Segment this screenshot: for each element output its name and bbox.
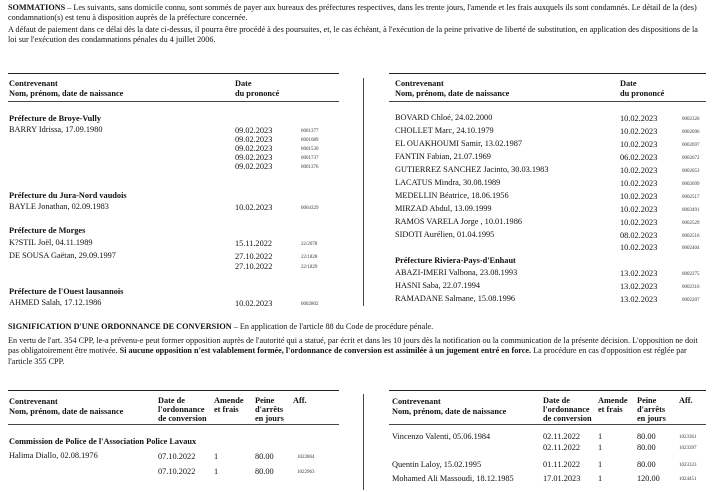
prefecture-title: Préfecture de Morges bbox=[9, 226, 86, 235]
case-ref: 0001530 bbox=[301, 147, 319, 152]
case-ref: 1023323 bbox=[679, 463, 697, 468]
divider bbox=[389, 101, 706, 102]
case-ref: 0002697 bbox=[682, 143, 700, 148]
contrevenant-name: MIRZAD Abdul, 13.09.1999 bbox=[395, 204, 492, 213]
date-prononce: 09.02.2023 bbox=[235, 126, 273, 135]
contrevenant-name: Mohamed Ali Massoudi, 18.12.1985 bbox=[392, 474, 514, 483]
date-prononce: 10.02.2023 bbox=[620, 243, 658, 252]
date-prononce: 10.02.2023 bbox=[620, 140, 658, 149]
date-prononce: 15.11.2022 bbox=[235, 239, 273, 248]
col-header-date-ordonnance: Date de bbox=[158, 396, 185, 405]
contrevenant-name: GUTIERREZ SANCHEZ Jacinto, 30.03.1983 bbox=[395, 165, 549, 174]
signification-bold-text: Si aucune opposition n'est valablement formée, l'ordonnance de conversion est assimilée à un jugement entré en force. bbox=[119, 346, 532, 356]
amende-value: 1 bbox=[598, 432, 603, 441]
signification-paragraph bbox=[8, 336, 706, 367]
date-prononce: 09.02.2023 bbox=[235, 162, 273, 171]
col-header-amende: Amende bbox=[214, 396, 244, 405]
contrevenant-name: RAMOS VARELA Jorge , 10.01.1986 bbox=[395, 217, 523, 226]
case-ref: 1024451 bbox=[679, 477, 697, 482]
amende-value: 1 bbox=[214, 467, 219, 476]
case-ref: 0002275 bbox=[682, 272, 700, 277]
case-ref: 0001376 bbox=[301, 165, 319, 170]
peine-value: 120.00 bbox=[637, 474, 660, 483]
date-prononce: 10.02.2023 bbox=[235, 299, 273, 308]
prefecture-title: Préfecture du Jura-Nord vaudois bbox=[9, 191, 127, 200]
date-prononce: 13.02.2023 bbox=[620, 282, 658, 291]
case-ref: 0002529 bbox=[682, 221, 700, 226]
contrevenant-name: FANTIN Fabian, 21.07.1969 bbox=[395, 152, 491, 161]
col-header-date-ordonnance: de conversion bbox=[158, 414, 207, 423]
col-header-date-ordonnance: l'ordonnance bbox=[158, 405, 205, 414]
sommations-paragraph bbox=[8, 3, 706, 24]
signification-heading-line bbox=[8, 322, 706, 332]
signification-intro: – En application de l'article 88 du Code de procédure pénale. bbox=[231, 322, 434, 331]
col-header-contrevenant: Contrevenant bbox=[392, 397, 441, 406]
case-ref: 0001689 bbox=[301, 138, 319, 143]
case-ref: 0002802 bbox=[301, 302, 319, 307]
divider bbox=[8, 73, 339, 74]
date-prononce: 09.02.2023 bbox=[235, 144, 273, 153]
contrevenant-name: Quentin Laloy, 15.02.1995 bbox=[392, 460, 482, 469]
case-ref: 22/1828 bbox=[301, 255, 318, 260]
contrevenant-name: Halima Diallo, 02.08.1976 bbox=[9, 451, 98, 460]
date-prononce: 10.02.2023 bbox=[620, 166, 658, 175]
case-ref: 1023397 bbox=[679, 446, 697, 451]
contrevenant-name: Vincenzo Valenti, 05.06.1984 bbox=[392, 432, 491, 441]
date-ordonnance: 02.11.2022 bbox=[543, 443, 581, 452]
contrevenant-name: BARRY Idrissa, 17.09.1980 bbox=[9, 125, 103, 134]
contrevenant-name: CHOLLET Marc, 24.10.1979 bbox=[395, 126, 494, 135]
amende-value: 1 bbox=[214, 452, 219, 461]
date-ordonnance: 07.10.2022 bbox=[158, 467, 196, 476]
case-ref: 0002326 bbox=[682, 117, 700, 122]
case-ref: 0002672 bbox=[682, 156, 700, 161]
contrevenant-name: LACATUS Mindra, 30.08.1989 bbox=[395, 178, 501, 187]
date-ordonnance: 17.01.2023 bbox=[543, 474, 581, 483]
col-header-contrevenant: Contrevenant bbox=[395, 79, 444, 88]
contrevenant-name: RAMADANE Salmane, 15.08.1996 bbox=[395, 294, 516, 303]
col-header-aff: Aff. bbox=[679, 396, 693, 405]
sommations-paragraph-2: A défaut de paiement dans ce délai dès la date ci-dessus, il pourra être procédé à des poursuites, et, le cas échéant, à l'exécution de la peine privative de liberté de substitution, en application des dispositions de la loi sur l'exécution des condamnations pénales du 4 juillet 2006. bbox=[8, 25, 698, 45]
date-prononce: 10.02.2023 bbox=[235, 203, 273, 212]
amende-value: 1 bbox=[598, 443, 603, 452]
date-prononce: 27.10.2022 bbox=[235, 252, 273, 261]
date-prononce: 10.02.2023 bbox=[620, 114, 658, 123]
col-header-aff: Aff. bbox=[293, 396, 307, 405]
date-prononce: 09.02.2023 bbox=[235, 153, 273, 162]
case-ref: 0002516 bbox=[682, 234, 700, 239]
peine-value: 80.00 bbox=[637, 443, 656, 452]
signification-text-end: La procédure en cas d'opposition est réglée par l'article 355 CPP. bbox=[8, 346, 687, 366]
col-header-date-ordonnance: l'ordonnance bbox=[543, 405, 590, 414]
date-prononce: 09.02.2023 bbox=[235, 135, 273, 144]
case-ref: 1023361 bbox=[679, 435, 697, 440]
sommations-text: – Les suivants, sans domicile connu, sont sommés de payer aux bureaux des préfectures respectives, dans les trente jours, l'amende et les frais auxquels ils sont condamnés. Le détail de la (des) condamnation(s) est tenu à disposition auprès de la préfecture concernée. bbox=[8, 3, 697, 23]
amende-value: 1 bbox=[598, 460, 603, 469]
contrevenant-name: BAYLE Jonathan, 02.09.1983 bbox=[9, 202, 109, 211]
date-prononce: 13.02.2023 bbox=[620, 269, 658, 278]
prefecture-title: Préfecture de Broye-Vully bbox=[9, 114, 102, 123]
case-ref: 0004329 bbox=[301, 206, 319, 211]
case-ref: 0003491 bbox=[682, 208, 700, 213]
date-prononce: 10.02.2023 bbox=[620, 192, 658, 201]
divider bbox=[8, 390, 339, 391]
date-prononce: 10.02.2023 bbox=[620, 127, 658, 136]
peine-value: 80.00 bbox=[637, 432, 656, 441]
case-ref: 0001377 bbox=[301, 129, 319, 134]
peine-value: 80.00 bbox=[637, 460, 656, 469]
col-header-amende: et frais bbox=[214, 405, 239, 414]
sommations-heading: SOMMATIONS bbox=[8, 3, 66, 12]
peine-value: 80.00 bbox=[255, 452, 274, 461]
col-header-contrevenant: Contrevenant bbox=[9, 79, 58, 88]
signification-heading: SIGNIFICATION D'UNE ORDONNANCE DE CONVERSION bbox=[8, 322, 232, 331]
column-divider bbox=[363, 394, 364, 490]
peine-value: 80.00 bbox=[255, 467, 274, 476]
col-header-date: Date bbox=[620, 79, 637, 88]
contrevenant-name: MEDELLIN Béatrice, 18.06.1956 bbox=[395, 191, 509, 200]
date-prononce: 10.02.2023 bbox=[620, 179, 658, 188]
col-header-date-ordonnance: de conversion bbox=[543, 414, 592, 423]
contrevenant-name: EL OUAKHOUMI Samir, 13.02.1987 bbox=[395, 139, 523, 148]
date-prononce: 08.02.2023 bbox=[620, 231, 658, 240]
case-ref: 22/2078 bbox=[301, 242, 318, 247]
signification-text: En vertu de l'art. 354 CPP, le-a prévenu-e peut former opposition auprès de l'autorité qui a statué, par écrit et dans les 10 jours dès la notification ou la communication de la présente décision. L'opposition ne doit pas obligatoirement être motivée. bbox=[8, 336, 698, 356]
col-header-date-ordonnance: Date de bbox=[543, 396, 570, 405]
contrevenant-name: ABAZI-IMERI Valbona, 23.08.1993 bbox=[395, 268, 518, 277]
case-ref: 0002699 bbox=[682, 182, 700, 187]
col-header-name: Nom, prénom, date de naissance bbox=[9, 407, 124, 416]
case-ref: 0002517 bbox=[682, 195, 700, 200]
case-ref: 0002653 bbox=[682, 169, 700, 174]
col-header-name: Nom, prénom, date de naissance bbox=[395, 89, 510, 98]
date-prononce: 10.02.2023 bbox=[620, 205, 658, 214]
contrevenant-name: BOVARD Chloé, 24.02.2000 bbox=[395, 113, 493, 122]
date-ordonnance: 01.11.2022 bbox=[543, 460, 581, 469]
case-ref: 0002316 bbox=[682, 285, 700, 290]
col-header-peine: d'arrêts bbox=[255, 405, 284, 414]
date-ordonnance: 02.11.2022 bbox=[543, 432, 581, 441]
column-divider bbox=[363, 78, 364, 306]
case-ref: 0002696 bbox=[682, 130, 700, 135]
case-ref: 0002404 bbox=[682, 246, 700, 251]
contrevenant-name: HASNI Saba, 22.07.1994 bbox=[395, 281, 481, 290]
col-header-amende: Amende bbox=[598, 396, 628, 405]
case-ref: 22/1829 bbox=[301, 265, 318, 270]
prefecture-title: Préfecture de l'Ouest lausannois bbox=[9, 287, 124, 296]
col-header-prononce: du prononcé bbox=[235, 89, 280, 98]
contrevenant-name: DE SOUSA Gaëtan, 29.09.1997 bbox=[9, 251, 116, 260]
col-header-amende: et frais bbox=[598, 405, 623, 414]
case-ref: 0002207 bbox=[682, 298, 700, 303]
date-prononce: 06.02.2023 bbox=[620, 153, 658, 162]
col-header-peine: en jours bbox=[637, 414, 666, 423]
date-prononce: 10.02.2023 bbox=[620, 218, 658, 227]
col-header-peine: en jours bbox=[255, 414, 284, 423]
divider bbox=[8, 424, 339, 425]
contrevenant-name: K?STIL Joël, 04.11.1989 bbox=[9, 238, 93, 247]
amende-value: 1 bbox=[598, 474, 603, 483]
col-header-peine: d'arrêts bbox=[637, 405, 666, 414]
col-header-name: Nom, prénom, date de naissance bbox=[392, 407, 507, 416]
case-ref: 0001737 bbox=[301, 156, 319, 161]
divider bbox=[389, 73, 706, 74]
divider bbox=[389, 424, 706, 425]
divider bbox=[8, 101, 339, 102]
col-header-prononce: du prononcé bbox=[620, 89, 665, 98]
divider bbox=[389, 390, 706, 391]
date-ordonnance: 07.10.2022 bbox=[158, 452, 196, 461]
commission-title: Commission de Police de l'Association Police Lavaux bbox=[9, 437, 197, 446]
prefecture-title: Préfecture Riviera-Pays-d'Enhaut bbox=[395, 256, 516, 265]
date-prononce: 27.10.2022 bbox=[235, 262, 273, 271]
case-ref: 1022864 bbox=[297, 455, 315, 460]
col-header-peine: Peine bbox=[255, 396, 275, 405]
col-header-name: Nom, prénom, date de naissance bbox=[9, 89, 124, 98]
contrevenant-name: SIDOTI Aurélien, 01.04.1995 bbox=[395, 230, 495, 239]
contrevenant-name: AHMED Salah, 17.12.1986 bbox=[9, 298, 102, 307]
col-header-date: Date bbox=[235, 79, 252, 88]
col-header-contrevenant: Contrevenant bbox=[9, 397, 58, 406]
col-header-peine: Peine bbox=[637, 396, 657, 405]
date-prononce: 13.02.2023 bbox=[620, 295, 658, 304]
case-ref: 1022963 bbox=[297, 470, 315, 475]
